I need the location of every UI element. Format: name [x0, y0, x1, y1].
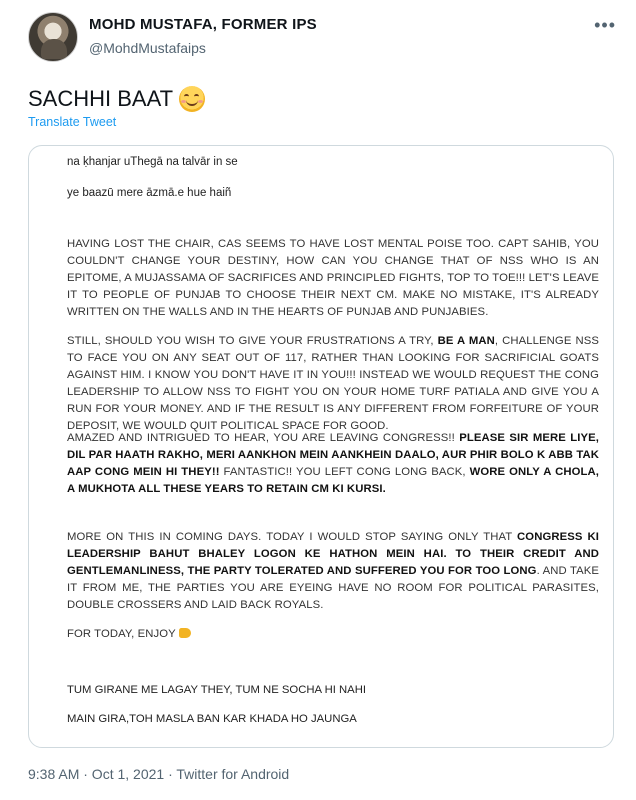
tweet-text — [28, 86, 205, 112]
tweet-timestamp[interactable]: 9:38 AM · Oct 1, 2021 · Twitter for Android — [28, 766, 290, 782]
more-options-icon[interactable]: ••• — [594, 15, 616, 35]
couplet-line-2: ye baazū mere āzmā.e hue haiñ — [67, 187, 232, 199]
paragraph-4: MORE ON THIS IN COMING DAYS. TODAY I WOULD STOP SAYING ONLY THAT CONGRESS KI LEADERSHIP BAHUT BHALEY LOGON KE HATHON MEIN HAI. TO THEIR CREDIT AND GENTLEMANLINESS, THE PARTY TOLERATED AND SUFFERED YOU FOR TOO LONG. AND TAKE IT FROM ME, THE PARTIES YOU ARE EYEING HAVE NO ROOM FOR POLITICAL PARASITES, DOUBLE CROSSERS AND LAID BACK ROYALS. — [67, 531, 600, 611]
paragraph-1: HAVING LOST THE CHAIR, CAS SEEMS TO HAVE LOST MENTAL POISE TOO. CAPT SAHIB, YOU COULDN'T CHANGE YOUR DESTINY, HOW CAN YOU CHANGE THAT OF NSS WHO IS AN EPITOME, A MUJASSAMA OF SACRIFICES AND PRINCIPLED FIGHTS, TOP TO TOE!!! LET'S LEAVE IT TO PEOPLE OF PUNJAB TO CHOOSE THEIR NEXT CM. MAKE NO MISTAKE, IT'S ALREADY WRITTEN ON THE WALLS AND IN THE HEARTS OF PUNJAB AND PUNJABIES. — [67, 238, 599, 318]
pointing-hand-icon — [179, 628, 191, 638]
author-handle[interactable]: @MohdMustafaips — [89, 40, 206, 56]
paragraph-5: FOR TODAY, ENJOY — [67, 626, 599, 643]
author-name[interactable]: MOHD MUSTAFA, FORMER IPS — [89, 16, 317, 33]
closing-line-1: TUM GIRANE ME LAGAY THEY, TUM NE SOCHA HI NAHI — [67, 684, 367, 696]
attached-image-card[interactable] — [28, 145, 614, 748]
avatar[interactable] — [28, 12, 78, 62]
smiling-face-emoji-icon — [179, 86, 205, 112]
tweet-header — [28, 10, 618, 66]
tweet-text-label: SACHHI BAAT — [28, 86, 174, 111]
paragraph-3: AMAZED AND INTRIGUED TO HEAR, YOU ARE LEAVING CONGRESS!! PLEASE SIR MERE LIYE, DIL PAR HAATH RAKHO, MERI AANKHON MEIN AANKHEIN DAALO, AUR PHIR BOLO K ABB TAK AAP CONG MEIN HI THEY!! FANTASTIC!! YOU LEFT CONG LONG BACK, WORE ONLY A CHOLA, A MUKHOTA ALL THESE YEARS TO RETAIN CM KI KURSI. — [67, 432, 599, 495]
translate-tweet-link[interactable]: Translate Tweet — [28, 115, 117, 129]
couplet-line-1: na ḳhanjar uThegā na talvār in se — [67, 156, 238, 168]
closing-line-2: MAIN GIRA,TOH MASLA BAN KAR KHADA HO JAUNGA — [67, 713, 357, 725]
paragraph-2: STILL, SHOULD YOU WISH TO GIVE YOUR FRUSTRATIONS A TRY, BE A MAN, CHALLENGE NSS TO FACE YOU ON ANY SEAT OUT OF 117, RATHER THAN LOOKING FOR SACRIFICIAL GOATS AGAINST HIM. I KNOW YOU DON'T HAVE IT IN YOU!!! INSTEAD WE WOULD REQUEST THE CONG LEADERSHIP TO ALLOW NSS TO FIGHT YOU ON YOUR HOME TURF PATIALA AND GIVE YOU A RUN FOR YOUR MONEY. AND IF THE RESULT IS ANY DIFFERENT FROM FORFEITURE OF YOUR DEPOSIT, WE WOULD QUIT POLITICAL SPACE FOR GOOD. — [67, 335, 599, 432]
